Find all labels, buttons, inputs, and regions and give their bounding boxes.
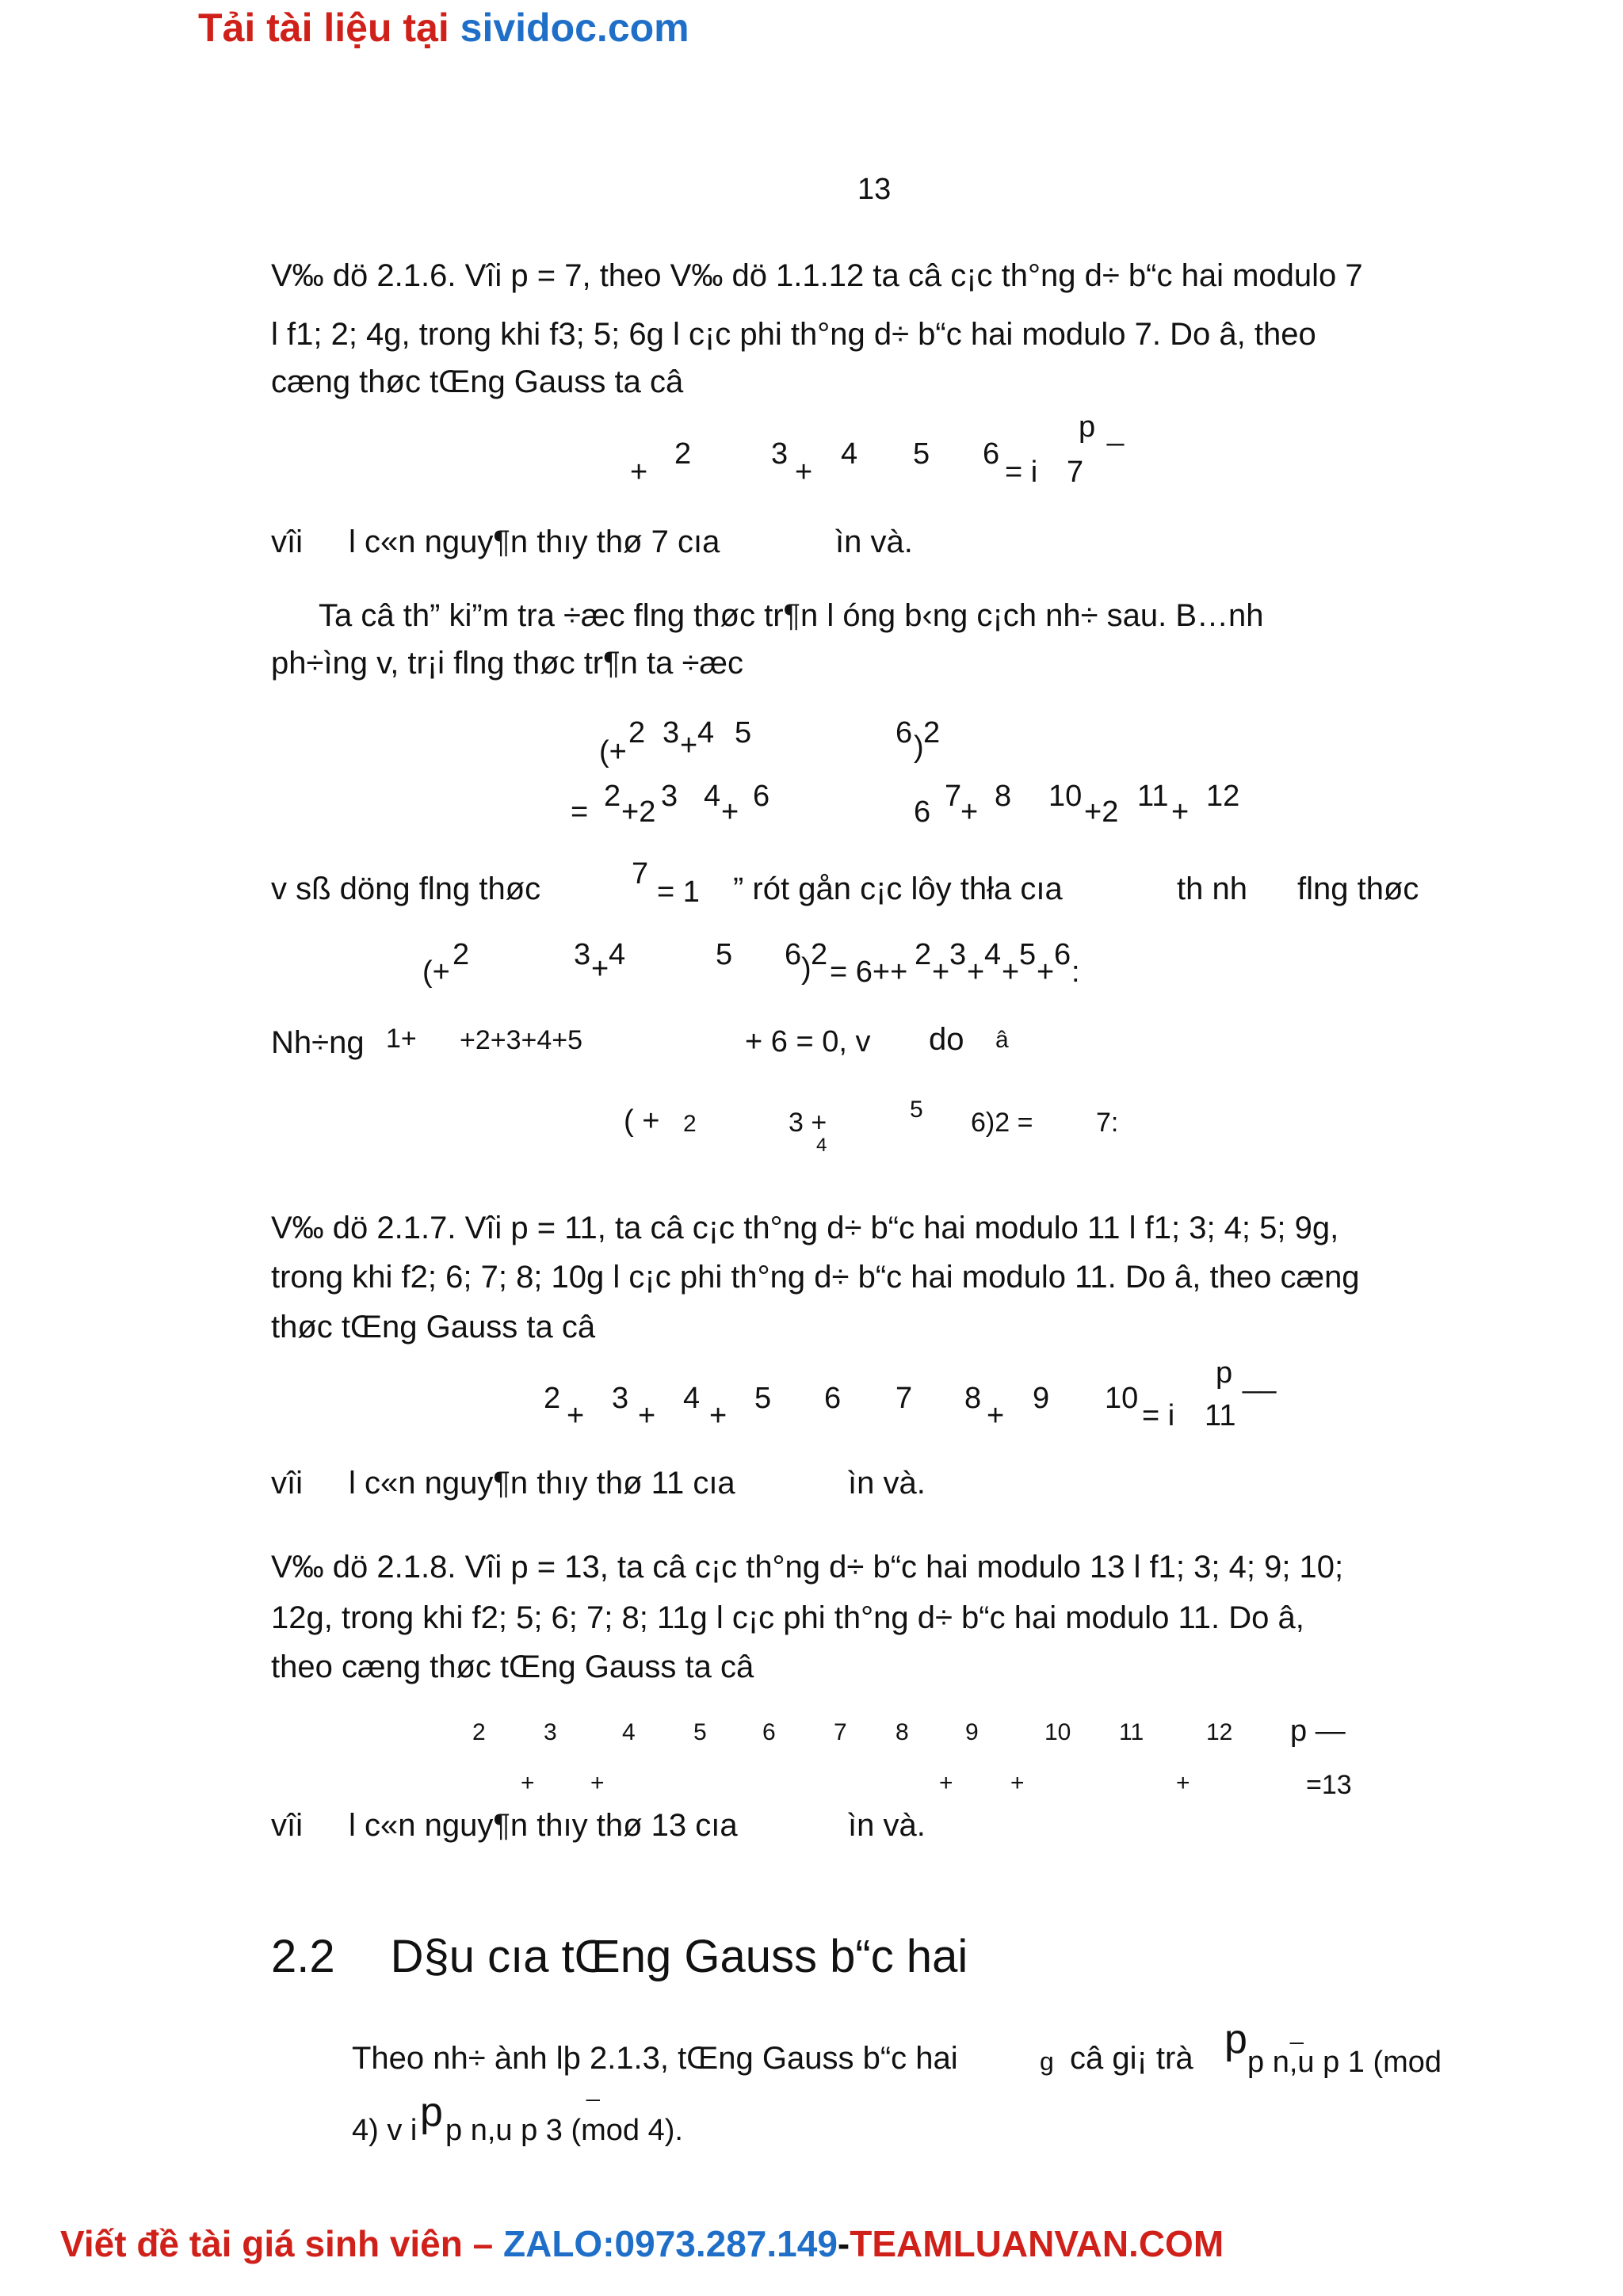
- eq-part: 3: [663, 716, 680, 749]
- ex217-root-line-a: vîi: [271, 1466, 303, 1501]
- eq-part: 11: [1137, 780, 1169, 813]
- eq-part: ): [801, 952, 812, 986]
- ex216-root-line-c: ìn và.: [835, 524, 913, 559]
- text-part: _: [586, 2076, 600, 2102]
- header-prefix: Tải tài liệu tại: [198, 6, 460, 50]
- eq-part: 2: [604, 780, 621, 813]
- eq-part: 6)2 =: [971, 1108, 1033, 1138]
- eq-equals-i: = i: [1005, 456, 1038, 489]
- eq-exp: 4: [683, 1382, 701, 1415]
- eq-part: 6: [896, 716, 913, 749]
- eq-exp: 4: [841, 437, 858, 471]
- text-part: v sß döng flng thøc: [271, 871, 541, 906]
- header-site-link[interactable]: sividoc.com: [460, 6, 689, 50]
- document-header: [198, 5, 689, 51]
- ex217-root-line-b: l c«n nguy¶n thıy thø 11 cıa: [349, 1466, 735, 1501]
- eq-exp: 6: [983, 437, 1000, 471]
- eq-part: 2: [915, 938, 932, 971]
- text-part: â: [995, 1027, 1009, 1053]
- eq-plus: +: [1176, 1770, 1190, 1796]
- ex217-line3: thøc tŒng Gauss ta câ: [271, 1310, 596, 1344]
- eq-plus: +: [987, 1399, 1005, 1432]
- text-part: câ gi¡ trà: [1070, 2041, 1193, 2076]
- document-footer: [60, 2222, 1224, 2265]
- eq-exp: 10: [1105, 1382, 1139, 1415]
- eq-part: +: [591, 952, 609, 986]
- eq-part: 2: [628, 716, 646, 749]
- eq-part: +: [721, 795, 739, 829]
- text-part: 7: [632, 857, 649, 891]
- eq-exp: 8: [964, 1382, 982, 1415]
- ex218-root-line-b: l c«n nguy¶n thıy thø 13 cıa: [349, 1808, 738, 1843]
- eq-part: 2: [811, 938, 828, 971]
- eq-part: (+: [599, 735, 627, 769]
- text-part: Theo nh÷ ành lþ 2.1.3, tŒng Gauss b“c hai: [352, 2041, 958, 2076]
- text-part: 4) v i: [352, 2114, 418, 2147]
- text-part: p n,u p 3 (mod 4).: [445, 2114, 683, 2147]
- eq-exp: 5: [693, 1719, 707, 1745]
- eq-modulus: 11: [1205, 1399, 1236, 1432]
- eq-part: 5: [716, 938, 733, 971]
- text-part: flng thøc: [1297, 871, 1419, 906]
- ex216-root-line-a: vîi: [271, 524, 303, 559]
- eq-exp: 12: [1206, 1719, 1233, 1745]
- eq-plus: +: [567, 1399, 585, 1432]
- eq-part: 3 +: [789, 1108, 827, 1138]
- eq-part: =: [571, 795, 589, 829]
- section-title: D§u cıa tŒng Gauss b“c hai: [390, 1931, 968, 1982]
- eq-part: 5: [910, 1097, 923, 1123]
- eq-exp: 10: [1044, 1719, 1071, 1745]
- ex216-line3: cæng thøc tŒng Gauss ta câ: [271, 364, 684, 399]
- eq-modulus: 7: [1067, 456, 1084, 489]
- eq-exp: 3: [771, 437, 789, 471]
- text-part: p: [420, 2089, 443, 2135]
- eq-part: :: [1071, 955, 1080, 989]
- eq-part: 5: [735, 716, 752, 749]
- eq-bar: _: [1107, 414, 1125, 447]
- eq-exp: 3: [544, 1719, 557, 1745]
- eq-part: 6: [914, 795, 931, 829]
- eq-part: ( +: [624, 1104, 660, 1138]
- eq-part: 6: [753, 780, 770, 813]
- eq-equals-i: = i: [1142, 1399, 1175, 1432]
- ex218-line3: theo cæng thøc tŒng Gauss ta câ: [271, 1650, 754, 1684]
- eq-part: (+: [422, 955, 450, 989]
- text-part: + 6 = 0, v: [745, 1025, 871, 1058]
- text-part: g: [1040, 2047, 1054, 2076]
- eq-part: 5: [1019, 938, 1037, 971]
- eq-plus: +: [521, 1770, 535, 1796]
- eq-plus: +: [630, 456, 648, 489]
- text-part: Nh÷ng: [271, 1025, 365, 1060]
- eq-part: +: [1002, 955, 1020, 989]
- eq-part: 6: [1054, 938, 1071, 971]
- text-part: = 1: [657, 875, 700, 909]
- eq-part: +2: [621, 795, 656, 829]
- eq-part: +: [967, 955, 985, 989]
- eq-part: +: [680, 729, 698, 762]
- eq-part: 2: [683, 1111, 697, 1137]
- ex216-root-line-b: l c«n nguy¶n thıy thø 7 cıa: [349, 524, 720, 559]
- ex218-root-line-a: vîi: [271, 1808, 303, 1843]
- eq-plus: +: [638, 1399, 656, 1432]
- eq-part: +: [960, 795, 979, 829]
- ex218-line2: 12g, trong khi f2; 5; 6; 7; 8; 11g l c¡c phi th°ng d÷ b“c hai modulo 11. Do â,: [271, 1600, 1304, 1635]
- footer-zalo-contact[interactable]: ZALO:0973.287.149: [503, 2223, 838, 2264]
- eq-exp: 6: [824, 1382, 842, 1415]
- eq-exp: 2: [674, 437, 692, 471]
- eq-plus: +: [1010, 1770, 1025, 1796]
- ex218-root-line-c: ìn và.: [848, 1808, 926, 1843]
- eq-part: 3: [574, 938, 591, 971]
- eq-part: 7: [945, 780, 962, 813]
- eq-part: 7:: [1096, 1108, 1119, 1138]
- eq-part: 12: [1206, 780, 1240, 813]
- eq-part: 4: [697, 716, 715, 749]
- eq-exp: 6: [762, 1719, 776, 1745]
- eq-exp: 5: [754, 1382, 772, 1415]
- eq-exp: 7: [896, 1382, 913, 1415]
- text-part: p n,u p 1 (mod: [1247, 2046, 1442, 2079]
- eq-part: 6: [785, 938, 802, 971]
- eq-plus: +: [590, 1770, 605, 1796]
- eq-exp: 4: [622, 1719, 636, 1745]
- eq-p-symbol: p: [1216, 1356, 1233, 1390]
- eq-part: 10: [1048, 780, 1083, 813]
- text-part: +2+3+4+5: [460, 1025, 583, 1055]
- ex217-line1: V‰ dö 2.1.7. Vîi p = 11, ta câ c¡c th°ng d÷ b“c hai modulo 11 l f1; 3; 4; 5; 9g,: [271, 1211, 1339, 1245]
- eq-p-symbol: p —: [1290, 1714, 1346, 1748]
- eq-exp: 2: [544, 1382, 561, 1415]
- eq-plus: +: [709, 1399, 727, 1432]
- eq-exp: 11: [1119, 1719, 1144, 1745]
- text-part: _: [1290, 2019, 1304, 2045]
- ex218-line1: V‰ dö 2.1.8. Vîi p = 13, ta câ c¡c th°ng d÷ b“c hai modulo 13 l f1; 3; 4; 9; 10;: [271, 1550, 1344, 1585]
- eq-part: 4: [984, 938, 1002, 971]
- eq-exp: 8: [896, 1719, 909, 1745]
- eq-part: 3: [949, 938, 967, 971]
- eq-exp: 3: [612, 1382, 629, 1415]
- eq-part: = 6++: [830, 955, 908, 989]
- eq-part: +: [1037, 955, 1055, 989]
- eq-part: 8: [995, 780, 1012, 813]
- eq-exp: 2: [472, 1719, 486, 1745]
- eq-part: 4: [704, 780, 721, 813]
- eq-part: 4: [609, 938, 626, 971]
- ex216-line2: l f1; 2; 4g, trong khi f3; 5; 6g l c¡c phi th°ng d÷ b“c hai modulo 7. Do â, theo: [271, 317, 1316, 352]
- eq-plus: +: [939, 1770, 953, 1796]
- text-part: do: [929, 1022, 964, 1057]
- text-part: p: [1224, 2016, 1247, 2062]
- ex216-line1: V‰ dö 2.1.6. Vîi p = 7, theo V‰ dö 1.1.12 ta câ c¡c th°ng d÷ b“c hai modulo 7: [271, 258, 1363, 293]
- ex217-root-line-c: ìn và.: [848, 1466, 926, 1501]
- text-part: ” rót gån c¡c lôy thła cıa: [733, 871, 1063, 906]
- eq-p-symbol: p: [1079, 410, 1096, 444]
- ex216-para2-line2: ph÷ìng v, tr¡i flng thøc tr¶n ta ÷æc: [271, 646, 743, 681]
- eq-plus: +: [795, 456, 813, 489]
- ex217-line2: trong khi f2; 6; 7; 8; 10g l c¡c phi th°ng d÷ b“c hai modulo 11. Do â, theo cæng: [271, 1260, 1360, 1295]
- ex216-para2-line1: Ta câ th” ki”m tra ÷æc flng thøc tr¶n l óng b‹ng c¡ch nh÷ sau. B…nh: [319, 598, 1264, 633]
- eq-part: +2: [1084, 795, 1119, 829]
- eq-bar: __: [1243, 1361, 1277, 1394]
- text-part: 1+: [386, 1024, 417, 1054]
- eq-exp: 7: [834, 1719, 847, 1745]
- eq-exp: 9: [1033, 1382, 1050, 1415]
- eq-equals-13: =13: [1306, 1770, 1352, 1800]
- eq-part: +: [1171, 795, 1190, 829]
- eq-exp: 5: [913, 437, 930, 471]
- text-part: th nh: [1177, 871, 1247, 906]
- eq-part: 4: [816, 1135, 827, 1156]
- eq-part: 3: [661, 780, 678, 813]
- eq-part: 2: [923, 716, 941, 749]
- footer-text: Viết đề tài giá sinh viên –: [60, 2223, 504, 2264]
- eq-exp: 9: [965, 1719, 979, 1745]
- eq-part: ): [914, 730, 924, 764]
- section-number: 2.2: [271, 1931, 335, 1982]
- eq-part: 2: [453, 938, 470, 971]
- section-heading: [271, 1930, 968, 1983]
- footer-site-link[interactable]: TEAMLUANVAN.COM: [850, 2223, 1224, 2264]
- page-number: 13: [857, 173, 892, 206]
- footer-separator: -: [837, 2223, 850, 2264]
- eq-part: +: [932, 955, 950, 989]
